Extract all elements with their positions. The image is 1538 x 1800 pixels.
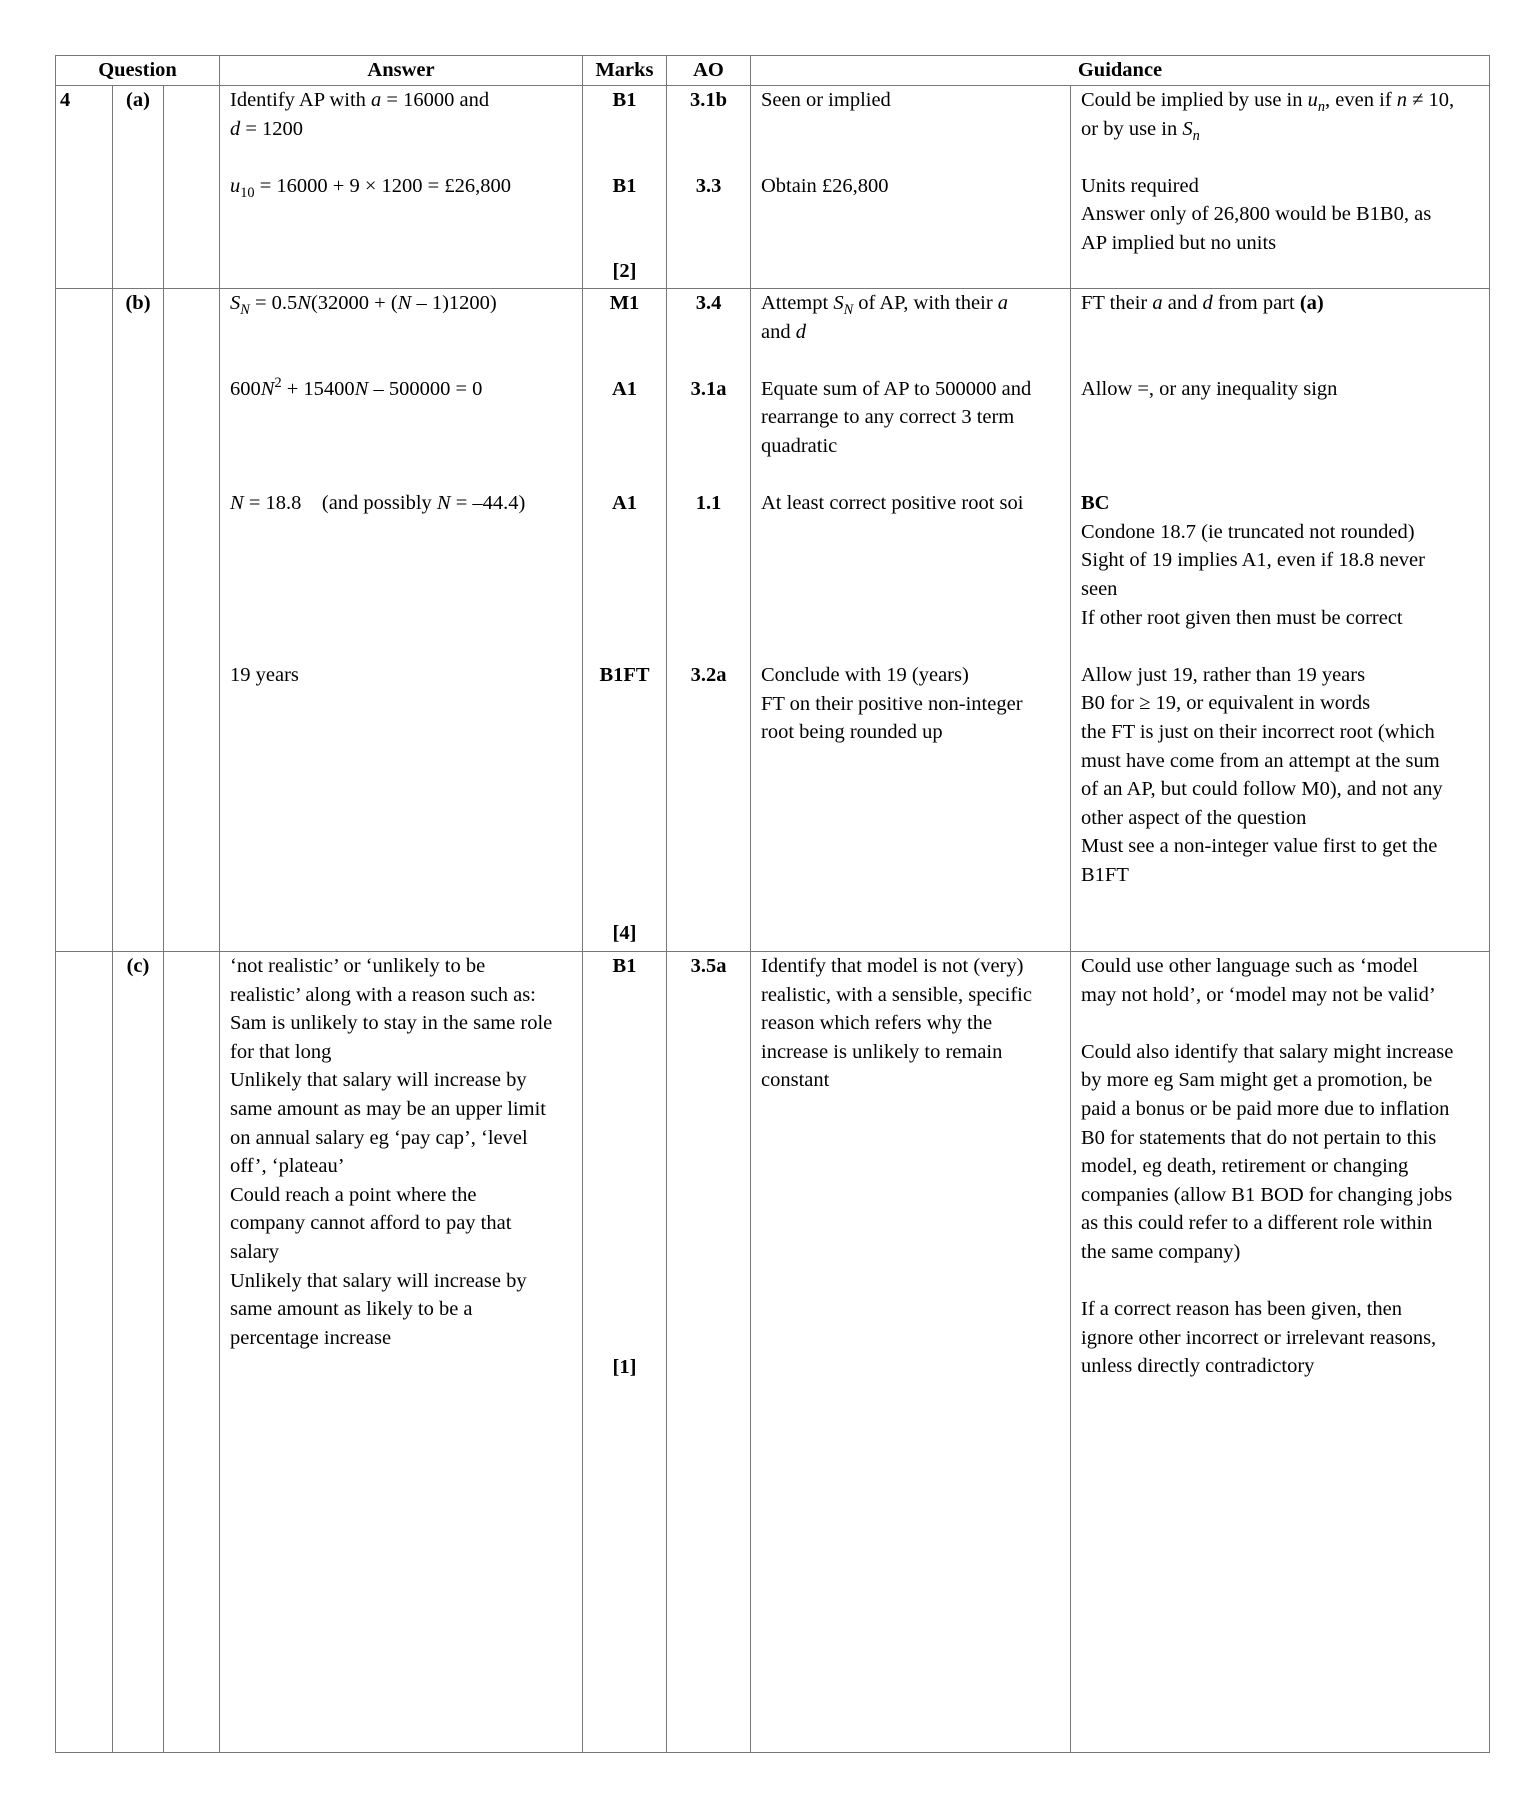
guidance-line: At least correct positive root soi bbox=[761, 492, 1024, 515]
guidance-line: rearrange to any correct 3 term bbox=[761, 406, 1015, 429]
part-c-row bbox=[56, 952, 1490, 1753]
part-a-guidance-notes bbox=[1071, 86, 1490, 289]
part-a-answer bbox=[220, 86, 583, 289]
part-b-subpart bbox=[164, 289, 220, 952]
answer-line: 19 years bbox=[230, 663, 299, 686]
guidance-line: constant bbox=[761, 1069, 830, 1092]
part-c-guidance-notes bbox=[1071, 952, 1490, 1753]
part-b-qnum bbox=[56, 289, 113, 952]
guidance-line: companies (allow B1 BOD for changing jobs bbox=[1081, 1183, 1453, 1206]
ao-code: 1.1 bbox=[695, 492, 722, 515]
part-c-marks bbox=[583, 952, 667, 1753]
part-b-marks bbox=[583, 289, 667, 952]
mark-scheme-table bbox=[55, 55, 1490, 1753]
question-number: 4 bbox=[56, 86, 113, 289]
guidance-line: Sight of 19 implies A1, even if 18.8 never bbox=[1081, 549, 1425, 572]
part-a-marks bbox=[583, 86, 667, 289]
guidance-line: by more eg Sam might get a promotion, be bbox=[1081, 1069, 1433, 1092]
guidance-line: the same company) bbox=[1081, 1240, 1241, 1263]
answer-line: $u_{10} = 16000 + 9 \times 1200$ = £26,800 bbox=[230, 174, 511, 201]
answer-line: company cannot afford to pay that bbox=[230, 1212, 512, 1235]
guidance-line: Attempt $S_N$ of AP, with their a bbox=[761, 292, 1009, 319]
ao-code: 3.1a bbox=[690, 377, 727, 400]
answer-line: ‘not realistic’ or ‘unlikely to be bbox=[230, 955, 486, 977]
mark-code: A1 bbox=[611, 492, 638, 515]
guidance-line: Answer only of 26,800 would be B1B0, as bbox=[1081, 203, 1432, 226]
ao-code: 3.1b bbox=[689, 89, 728, 111]
guidance-line: If a correct reason has been given, then bbox=[1081, 1298, 1403, 1321]
guidance-line: increase is unlikely to remain bbox=[761, 1040, 1003, 1063]
guidance-line: Seen or implied bbox=[761, 89, 891, 111]
guidance-line: Allow just 19, rather than 19 years bbox=[1081, 663, 1366, 686]
part-c-ao bbox=[667, 952, 751, 1753]
guidance-line: BC bbox=[1081, 492, 1110, 515]
guidance-line: the FT is just on their incorrect root (which bbox=[1081, 720, 1435, 743]
guidance-line: unless directly contradictory bbox=[1081, 1355, 1315, 1378]
part-c-answer bbox=[220, 952, 583, 1753]
ao-code: 3.3 bbox=[695, 174, 722, 197]
header-guidance: Guidance bbox=[751, 56, 1490, 86]
answer-line: $600N^2 + 15400N - 500000 = 0$ bbox=[230, 374, 483, 400]
mark-code: B1 bbox=[612, 955, 637, 977]
guidance-line: B0 for statements that do not pertain to this bbox=[1081, 1126, 1437, 1149]
answer-line: Identify AP with a = 16000 and bbox=[230, 89, 490, 111]
answer-line: $S_N = 0.5N(32000 + (N - 1)1200)$ bbox=[230, 292, 497, 319]
mark-code: B1 bbox=[612, 174, 637, 197]
guidance-line: realistic, with a sensible, specific bbox=[761, 983, 1032, 1006]
guidance-line: seen bbox=[1081, 577, 1118, 600]
header-row bbox=[56, 56, 1490, 86]
header-marks: Marks bbox=[583, 56, 667, 86]
part-c-total: [1] bbox=[612, 1356, 637, 1379]
answer-line: N = 18.8 (and possibly N = –44.4) bbox=[230, 492, 526, 515]
header-answer: Answer bbox=[220, 56, 583, 86]
guidance-line: Equate sum of AP to 500000 and bbox=[761, 377, 1032, 400]
guidance-line: Must see a non-integer value first to get the bbox=[1081, 835, 1438, 858]
part-a-guidance-desc bbox=[751, 86, 1071, 289]
answer-line: for that long bbox=[230, 1040, 332, 1063]
guidance-line: or by use in $S_n$ bbox=[1081, 117, 1200, 144]
guidance-line: reason which refers why the bbox=[761, 1012, 993, 1035]
guidance-line: If other root given then must be correct bbox=[1081, 606, 1403, 629]
answer-line: off’, ‘plateau’ bbox=[230, 1155, 345, 1178]
guidance-line: paid a bonus or be paid more due to inflation bbox=[1081, 1097, 1450, 1120]
answer-line: Sam is unlikely to stay in the same role bbox=[230, 1012, 553, 1035]
guidance-line: Allow =, or any inequality sign bbox=[1081, 377, 1338, 400]
guidance-line: may not hold’, or ‘model may not be valid’ bbox=[1081, 983, 1436, 1006]
guidance-line: as this could refer to a different role within bbox=[1081, 1212, 1433, 1235]
guidance-line: Conclude with 19 (years) bbox=[761, 663, 969, 686]
part-b-row bbox=[56, 289, 1490, 952]
guidance-line: Condone 18.7 (ie truncated not rounded) bbox=[1081, 520, 1415, 543]
guidance-line: Units required bbox=[1081, 174, 1199, 197]
mark-code: M1 bbox=[609, 292, 640, 314]
guidance-line: Obtain £26,800 bbox=[761, 174, 889, 197]
part-b-ao bbox=[667, 289, 751, 952]
answer-line: same amount as may be an upper limit bbox=[230, 1097, 546, 1120]
part-a-ao bbox=[667, 86, 751, 289]
guidance-line: ignore other incorrect or irrelevant reasons, bbox=[1081, 1326, 1437, 1349]
answer-line: same amount as likely to be a bbox=[230, 1298, 473, 1321]
guidance-line: and d bbox=[761, 320, 806, 343]
guidance-line: Identify that model is not (very) bbox=[761, 955, 1024, 977]
part-c-qnum bbox=[56, 952, 113, 1753]
part-a-subpart bbox=[164, 86, 220, 289]
ao-code: 3.4 bbox=[695, 292, 722, 314]
guidance-line: other aspect of the question bbox=[1081, 806, 1307, 829]
guidance-line: root being rounded up bbox=[761, 721, 943, 744]
guidance-line: must have come from an attempt at the sum bbox=[1081, 749, 1440, 772]
guidance-line: Could be implied by use in $u_n$, even if n ≠ 10, bbox=[1081, 89, 1455, 116]
guidance-line: B1FT bbox=[1081, 863, 1129, 886]
mark-code: A1 bbox=[611, 377, 638, 400]
mark-code: B1FT bbox=[599, 663, 650, 686]
part-b-label: (b) bbox=[113, 289, 164, 952]
guidance-line: of an AP, but could follow M0), and not any bbox=[1081, 778, 1443, 801]
answer-line: d = 1200 bbox=[230, 117, 304, 140]
mark-code: B1 bbox=[612, 89, 637, 111]
part-a-row bbox=[56, 86, 1490, 289]
guidance-line: AP implied but no units bbox=[1081, 231, 1277, 254]
part-a-total: [2] bbox=[612, 260, 637, 283]
answer-line: Unlikely that salary will increase by bbox=[230, 1069, 527, 1092]
guidance-line: B0 for ≥ 19, or equivalent in words bbox=[1081, 692, 1371, 715]
answer-line: Unlikely that salary will increase by bbox=[230, 1269, 527, 1292]
guidance-line: quadratic bbox=[761, 434, 838, 457]
answer-line: Could reach a point where the bbox=[230, 1183, 477, 1206]
ao-code: 3.5a bbox=[690, 955, 727, 977]
answer-line: realistic’ along with a reason such as: bbox=[230, 983, 536, 1006]
part-b-answer bbox=[220, 289, 583, 952]
part-b-guidance-notes bbox=[1071, 289, 1490, 952]
answer-line: on annual salary eg ‘pay cap’, ‘level bbox=[230, 1126, 528, 1149]
header-ao: AO bbox=[667, 56, 751, 86]
guidance-line: FT on their positive non-integer bbox=[761, 692, 1023, 715]
guidance-line: Could also identify that salary might increase bbox=[1081, 1040, 1454, 1063]
ao-code: 3.2a bbox=[690, 663, 727, 686]
part-a-label: (a) bbox=[113, 86, 164, 289]
answer-line: salary bbox=[230, 1240, 279, 1263]
answer-line: percentage increase bbox=[230, 1326, 392, 1349]
guidance-line: FT their a and d from part (a) bbox=[1081, 292, 1324, 314]
part-b-total: [4] bbox=[612, 921, 637, 944]
header-question: Question bbox=[56, 56, 220, 86]
part-c-label: (c) bbox=[113, 952, 164, 1753]
guidance-line: Could use other language such as ‘model bbox=[1081, 955, 1419, 977]
guidance-line: model, eg death, retirement or changing bbox=[1081, 1155, 1409, 1178]
part-b-guidance-desc bbox=[751, 289, 1071, 952]
part-c-subpart bbox=[164, 952, 220, 1753]
part-c-guidance-desc bbox=[751, 952, 1071, 1753]
